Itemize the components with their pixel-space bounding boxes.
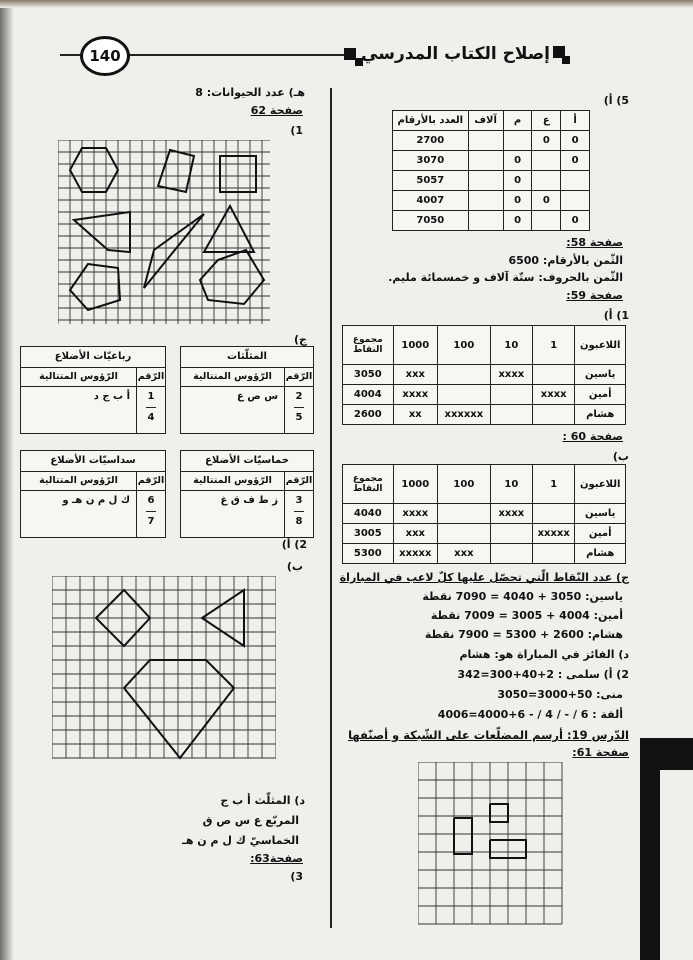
triangle-answer: د) المثلّث أ ب ج <box>220 794 305 807</box>
pentagon-answer: الخماسيّ ك ل م ن هـ <box>182 834 299 847</box>
triangles-table: المثلّثات الرّقم الرّؤوس المتتالية 2 5 س ص ع <box>180 346 314 434</box>
pentagons-title: خماسيّات الأضلاع <box>181 451 313 472</box>
page-number-badge: 140 <box>80 36 130 76</box>
page-60-label: صفحة 60 : <box>562 430 623 443</box>
hexagons-title: سداسيّات الأضلاع <box>21 451 165 472</box>
q3-label: 3) <box>290 870 303 883</box>
animals-line: هـ) عدد الحيوانات: 8 <box>195 86 305 99</box>
hisham-sum: هشام: 2600 + 5300 = 7900 نقطة <box>424 628 623 641</box>
q5a-label: 5) أ) <box>603 94 629 107</box>
quads-title: رباعيّات الأضلاع <box>21 347 165 368</box>
grid-page-61 <box>418 762 564 926</box>
corner-decoration <box>660 770 693 960</box>
hexagons-table: سداسيّات الأضلاع الرّقم الرّؤوس المتتالية 6 7 ك ل م ن هـ و <box>20 450 166 538</box>
table-row: 3050 xxx xxxx ياسين <box>343 365 626 385</box>
players-table-1: مجموع النقاط 1000 100 10 1 اللاعبون 3050 xxx xxxx ياسين 4004 xxxx xxxx أمين 2600 xx xxxxxx هشام <box>342 325 626 425</box>
grid-page-62 <box>58 140 272 326</box>
price-letters: الثّمن بالحروف: ستّة آلاف و خمسمائة مليم. <box>388 271 623 284</box>
q2a-left-label: 2) أ) <box>281 538 307 551</box>
table-row: 4004 xxxx xxxx أمين <box>343 385 626 405</box>
table-row: 4040 xxxx xxxx ياسين <box>343 504 626 524</box>
page-title: إصلاح الكتاب المدرسي <box>361 44 550 64</box>
page-59-label: صفحة 59: <box>566 289 623 302</box>
qb-label: ب) <box>612 450 629 463</box>
page-63-label: صفحة63: <box>250 852 303 865</box>
table-row: 3005 xxx xxxxx أمين <box>343 524 626 544</box>
mona-line: منى: 50+3000=3050 <box>497 688 623 701</box>
players-table-2: مجموع النقاط 1000 100 10 1 اللاعبون 4040 xxxx xxxx ياسين 3005 xxx xxxxx أمين 5300 xxxxx xxx هشام <box>342 464 626 564</box>
lesson-title: الدّرس 19: أرسم المضلّعات على الشّبكة و أصنّفها <box>348 728 629 742</box>
table-row: 7050 0 0 <box>393 211 590 231</box>
salma-line: 2) أ) سلمى : 2+40+300=342 <box>457 668 629 681</box>
triangles-title: المثلّثات <box>181 347 313 368</box>
q1a-label: 1) أ) <box>603 309 629 322</box>
table-row: 3070 0 0 <box>393 151 590 171</box>
table-row: 2600 xx xxxxxx هشام <box>343 405 626 425</box>
qj-left-label: ج) <box>294 333 307 346</box>
binding-edge <box>0 0 14 960</box>
square-answer: المربّع ع س ص ق <box>202 814 299 827</box>
alfa-line: ألفة : 6 / - / 4 / - 6+4000=4006 <box>437 708 623 721</box>
q1-left-label: 1) <box>290 124 303 137</box>
page-61-label: صفحة 61: <box>572 746 629 759</box>
points-question: ج) عدد النّقاط الّتي تحصّل عليها كلّ لاعب في المباراة <box>339 571 629 584</box>
qb-left-label: ب) <box>286 560 303 573</box>
winner-line: د) الفائز في المباراة هو: هشام <box>459 648 629 661</box>
amin-sum: أمين: 4004 + 3005 = 7009 نقطة <box>430 609 623 622</box>
top-edge <box>0 0 693 8</box>
header-square-icon <box>562 56 570 64</box>
table-row: 5057 0 <box>393 171 590 191</box>
number-table: العدد بالأرقام آلاف م ع أ 2700 0 0 3070 0 0 5057 0 4007 0 0 7050 0 0 <box>392 110 590 231</box>
grid-question-2 <box>52 576 276 766</box>
th: العدد بالأرقام <box>393 111 469 131</box>
yassin-sum: ياسين: 3050 + 4040 = 7090 نقطة <box>422 590 623 603</box>
column-divider <box>330 88 332 928</box>
table-row: 4007 0 0 <box>393 191 590 211</box>
price-digits: الثّمن بالأرقام: 6500 <box>508 254 623 267</box>
page-58-label: صفحة 58: <box>566 236 623 249</box>
pentagons-table: خماسيّات الأضلاع الرّقم الرّؤوس المتتالية 3 8 ز ط ف ق غ <box>180 450 314 538</box>
table-row: 5300 xxxxx xxx هشام <box>343 544 626 564</box>
table-row: 2700 0 0 <box>393 131 590 151</box>
page-62-label: صفحة 62 <box>250 104 303 117</box>
quads-table: رباعيّات الأضلاع الرّقم الرّؤوس المتتالية 1 4 أ ب ج د <box>20 346 166 434</box>
